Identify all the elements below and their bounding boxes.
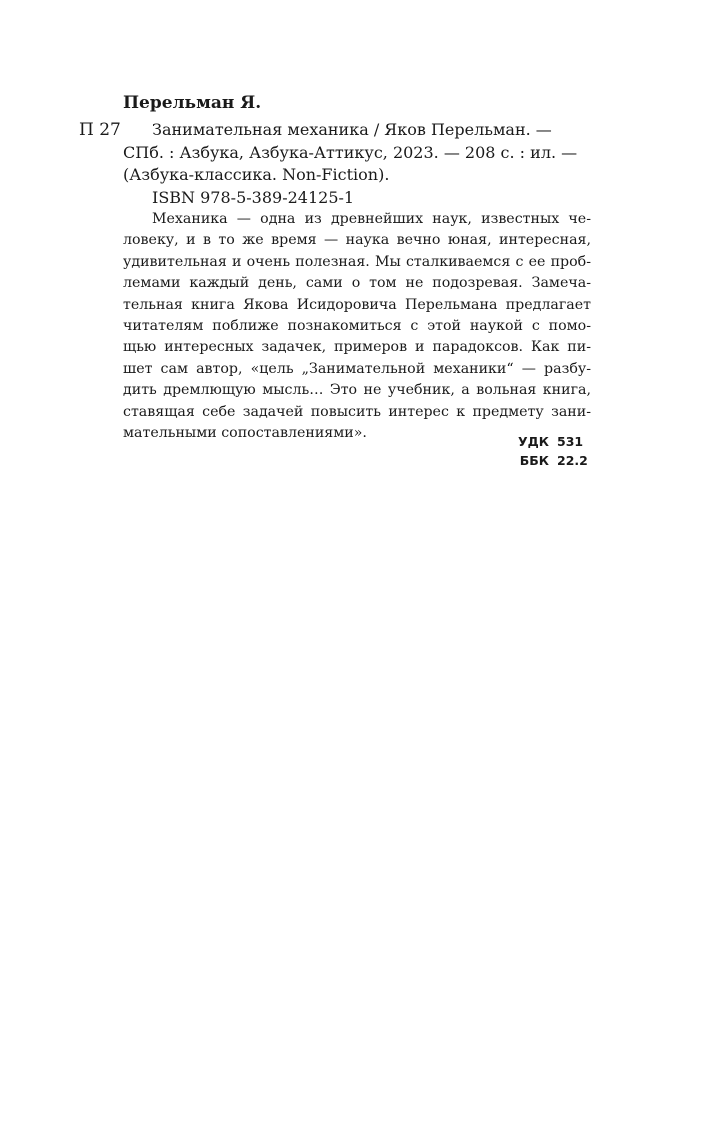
annotation-line: тельная книга Якова Исидоровича Перельмана предлагает (123, 296, 591, 313)
annotation-line: шет сам автор, «цель „Занимательной механики“ — разбу- (123, 360, 591, 377)
author-cipher: П 27 (79, 120, 121, 140)
udk-value: 531 (557, 434, 584, 449)
annotation-line: дить дремлющую мысль… Это не учебник, а вольная книга, (123, 382, 591, 399)
bib-line-publisher: СПб. : Азбука, Азбука-Аттикус, 2023. — 208 с. : ил. — (123, 142, 578, 162)
annotation (123, 209, 591, 444)
annotation-line: Механика — одна из древнейших наук, известных че- (152, 211, 591, 227)
bbk-code (470, 451, 591, 470)
annotation-line: ловеку, и в то же время — наука вечно юная, интересная, (123, 232, 591, 249)
classification-codes (470, 432, 591, 470)
annotation-line: лемами каждый день, сами о том не подозревая. Замеча- (123, 275, 591, 292)
annotation-line: удивительная и очень полезная. Мы сталкиваемся с ее проб- (123, 253, 591, 270)
annotation-line: щью интересных задачек, примеров и парадоксов. Как пи- (123, 339, 591, 356)
bib-line-title: Занимательная механика / Яков Перельман. — (152, 120, 552, 139)
annotation-line: ставящая себе задачей повысить интерес к предмету зани- (123, 403, 591, 420)
bbk-value: 22.2 (557, 453, 588, 468)
author-heading: Перельман Я. (123, 93, 262, 113)
bbk-label: ББК (519, 453, 549, 468)
isbn: ISBN 978-5-389-24125-1 (152, 188, 355, 207)
annotation-line: мательными сопоставлениями». (123, 425, 367, 442)
udk-code (470, 432, 591, 451)
annotation-line: читателям поближе познакомиться с этой наукой с помо- (123, 318, 591, 335)
bib-line-series: (Азбука-классика. Non-Fiction). (123, 165, 390, 184)
bibliographic-description (123, 119, 591, 187)
udk-label: УДК (518, 434, 549, 449)
